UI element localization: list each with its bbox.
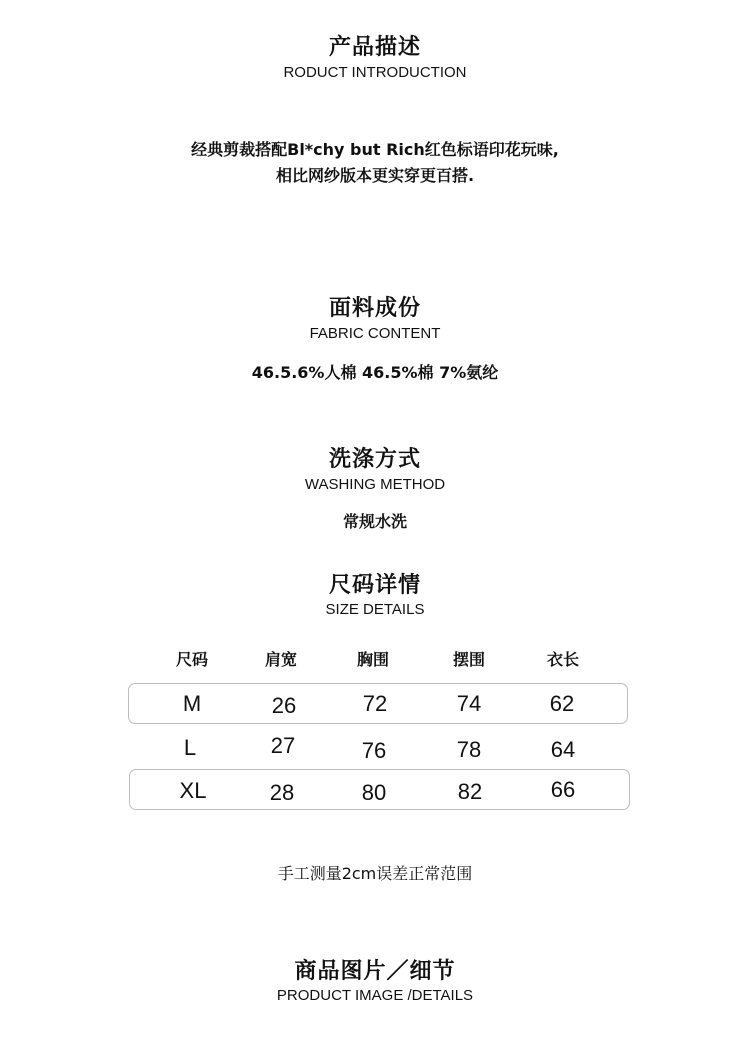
- product-description-subtitle: RODUCT INTRODUCTION: [283, 64, 467, 81]
- size-row-m-size: M: [182, 691, 202, 716]
- size-header-hem: 摆围: [452, 650, 485, 669]
- fabric-content-subtitle: FABRIC CONTENT: [309, 325, 441, 342]
- size-details-subtitle: SIZE DETAILS: [325, 601, 425, 618]
- product-description-line-1: 经典剪裁搭配Bl*chy but Rich红色标语印花玩味,: [191, 140, 559, 159]
- size-row-m-hem: 74: [456, 691, 482, 716]
- size-row-xl-shoulder: 28: [269, 780, 295, 805]
- size-row-l-size: L: [183, 735, 197, 760]
- size-row-xl-size: XL: [179, 778, 207, 803]
- size-row-l-shoulder: 27: [270, 733, 296, 758]
- fabric-content-text: 46.5.6%人棉 46.5%棉 7%氨纶: [251, 363, 499, 382]
- measurement-note: 手工测量2cm误差正常范围: [277, 864, 473, 883]
- size-details-title: 尺码详情: [328, 573, 421, 598]
- table-row-box: [128, 683, 628, 724]
- product-description-line-2: 相比网纱版本更实穿更百搭.: [275, 166, 475, 185]
- size-row-xl-hem: 82: [457, 779, 483, 804]
- size-header-size: 尺码: [175, 650, 208, 669]
- size-row-l-hem: 78: [456, 737, 482, 762]
- product-images-subtitle: PRODUCT IMAGE /DETAILS: [276, 987, 474, 1004]
- size-row-m-length: 62: [549, 691, 575, 716]
- size-row-l-length: 64: [550, 737, 576, 762]
- washing-method-subtitle: WASHING METHOD: [304, 476, 446, 493]
- size-row-m-shoulder: 26: [271, 693, 297, 718]
- size-header-length: 衣长: [546, 650, 579, 669]
- size-header-shoulder: 肩宽: [264, 650, 297, 669]
- size-row-xl-length: 66: [550, 777, 576, 802]
- size-row-m-chest: 72: [362, 691, 388, 716]
- table-row-box: [129, 769, 630, 810]
- size-row-xl-chest: 80: [361, 780, 387, 805]
- fabric-content-title: 面料成份: [328, 296, 421, 321]
- size-row-l-chest: 76: [361, 738, 387, 763]
- size-header-chest: 胸围: [356, 650, 389, 669]
- product-description-title: 产品描述: [328, 35, 421, 60]
- washing-method-title: 洗涤方式: [328, 447, 421, 472]
- product-images-title: 商品图片／细节: [294, 959, 456, 984]
- washing-method-text: 常规水洗: [342, 512, 407, 531]
